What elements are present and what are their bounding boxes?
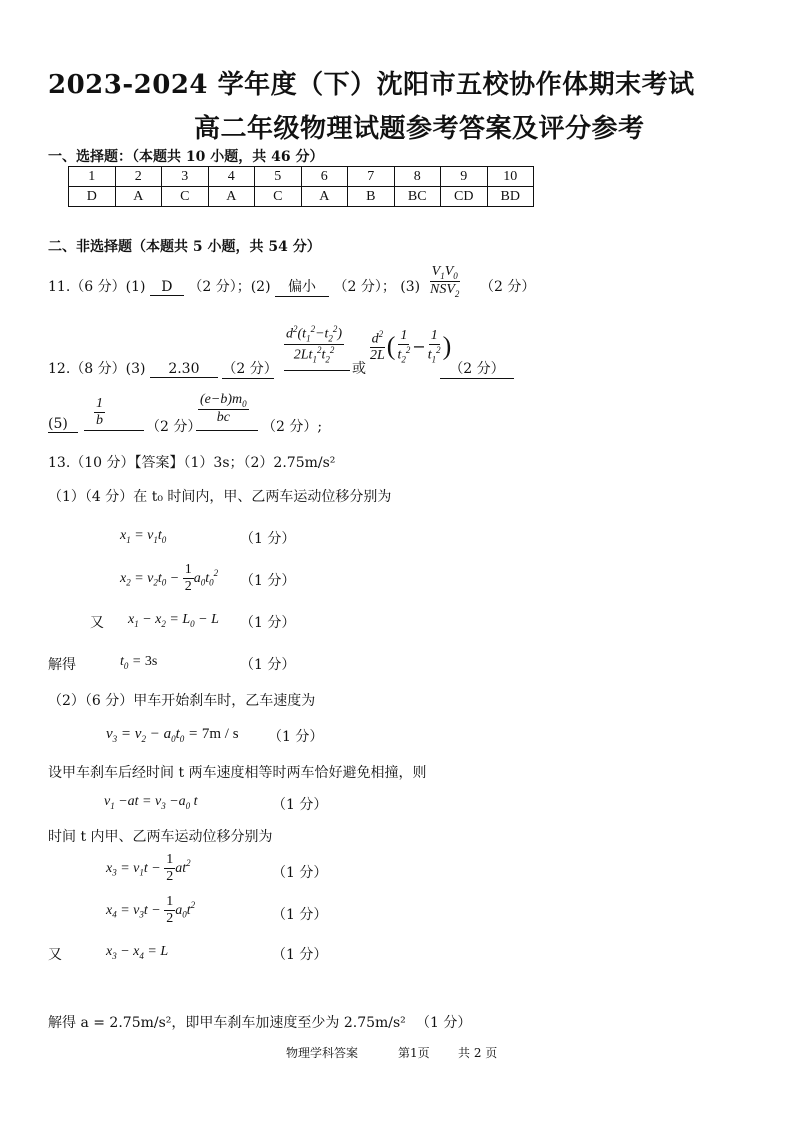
- q13-part2-text2: 设甲车刹车后经时间 t 两车速度相等时两车恰好避免相撞，则: [48, 765, 427, 781]
- score-v3: （1 分）: [268, 729, 324, 745]
- q13-conclusion: 解得 a = 2.75m/s²，即甲车刹车加速度至少为 2.75m/s²: [48, 1015, 406, 1031]
- footer-total: 共 2 页: [458, 1046, 498, 1060]
- label-you-1: 又: [90, 615, 104, 631]
- equation-x3-minus-x4: $x_3 - x_4 = L$: [106, 944, 169, 961]
- table-cell: BC: [394, 187, 441, 207]
- equation-velocity-equal: $v_1 -at = v_3 -a_0$ t: [104, 794, 198, 811]
- q12-score2: （2 分）: [440, 358, 514, 379]
- table-cell: 2: [115, 167, 162, 187]
- score-x3x4: （1 分）: [272, 947, 328, 963]
- q12-score3: （2 分）: [146, 419, 202, 435]
- q11-formula: $\frac{V_1V_0}{NSV_2}$: [430, 264, 460, 299]
- q12-formula3: $\frac{1}{b}$: [84, 396, 144, 431]
- footer-subject: 物理学科答案: [286, 1046, 359, 1060]
- table-cell: A: [115, 187, 162, 207]
- q13-part1-intro: （1）（4 分）在 t₀ 时间内，甲、乙两车运动位移分别为: [48, 489, 392, 505]
- equation-x1-minus-x2: $x_1 - x_2 = L_0 - L$: [128, 612, 219, 629]
- table-cell: 4: [208, 167, 255, 187]
- table-cell: CD: [441, 187, 488, 207]
- score-velocity-equal: （1 分）: [272, 797, 328, 813]
- score-x1x2: （1 分）: [240, 615, 296, 631]
- equation-x1: $x_1 = v_1t_0$: [120, 528, 167, 545]
- score-x4: （1 分）: [272, 907, 328, 923]
- label-you-2: 又: [48, 947, 62, 963]
- q12-part5: (5): [48, 416, 78, 433]
- section1-heading: 一、选择题：（本题共 10 小题，共 46 分）: [48, 149, 324, 165]
- q11-prefix: 11.（6 分）(1): [48, 279, 146, 295]
- table-cell: 3: [162, 167, 209, 187]
- page-title-line1: 2023-2024 学年度（下）沈阳市五校协作体期末考试: [48, 70, 695, 100]
- score-conclusion: （1 分）: [416, 1015, 472, 1031]
- table-cell: 7: [348, 167, 395, 187]
- table-cell: C: [255, 187, 302, 207]
- q12-formula4: $\frac{(e-b)m_0}{bc}$: [196, 392, 258, 431]
- equation-x4: $x_4 = v_3t$ − $\frac{1}{2}$ $a_0t^2$: [106, 894, 196, 927]
- table-cell: B: [348, 187, 395, 207]
- label-jiede-1: 解得: [48, 657, 76, 673]
- answer-table-numbers: [69, 167, 534, 187]
- q13-part2-intro: （2）（6 分）甲车开始刹车时，乙车速度为: [48, 693, 316, 709]
- q12-score1: （2 分）: [222, 358, 274, 379]
- table-cell: A: [208, 187, 255, 207]
- q12-prefix: 12.（8 分）(3): [48, 361, 146, 377]
- equation-x2: $x_2 = v_2t_0$ − $\frac{1}{2}$ $a_0t_0^2$: [120, 562, 219, 595]
- table-cell: 5: [255, 167, 302, 187]
- equation-v3: $v_3 = v_2 - a_0t_0 = 7m / s$: [106, 726, 239, 744]
- table-cell: 1: [69, 167, 116, 187]
- q13-part2-text3: 时间 t 内甲、乙两车运动位移分别为: [48, 829, 273, 845]
- equation-t0: $t_0 = 3s$: [120, 654, 158, 671]
- q11-line: [48, 276, 420, 297]
- footer-page: 第1页: [398, 1046, 430, 1060]
- equation-x3: $x_3 = v_1t$ − $\frac{1}{2}$ $at^2$: [106, 852, 191, 885]
- q12-formula1: $\frac{d^2(t_1^2-t_2^2)}{2Lt_1^2t_2^2}$: [284, 324, 350, 371]
- q11-score3: （2 分）: [480, 279, 536, 295]
- section2-heading: 二、非选择题（本题共 5 小题，共 54 分）: [48, 239, 321, 255]
- table-cell: 9: [441, 167, 488, 187]
- page-title-line2: 高二年级物理试题参考答案及评分参考: [194, 114, 645, 144]
- table-cell: D: [69, 187, 116, 207]
- answer-table-answers: [69, 187, 534, 207]
- q11-score1: （2 分）；(2): [188, 279, 271, 295]
- q11-answer2: 偏小: [275, 276, 329, 297]
- table-cell: 10: [487, 167, 534, 187]
- q12-formula2: $\frac{d^2}{2L}$ ( $\frac{1}{t_2^2}$ − $\frac{1}{t_1^2}$ ): [370, 328, 452, 365]
- score-x1: （1 分）: [240, 531, 296, 547]
- table-cell: A: [301, 187, 348, 207]
- q12-or: 或: [352, 361, 366, 377]
- q12-answer1: 2.30: [150, 361, 218, 378]
- q11-answer1: D: [150, 279, 184, 296]
- score-x3: （1 分）: [272, 865, 328, 881]
- score-x2: （1 分）: [240, 573, 296, 589]
- q12-score4: （2 分）;: [262, 419, 323, 435]
- table-cell: BD: [487, 187, 534, 207]
- table-cell: 6: [301, 167, 348, 187]
- q13-heading: 13.（10 分）【答案】（1）3s；（2）2.75m/s²: [48, 455, 336, 471]
- score-t0: （1 分）: [240, 657, 296, 673]
- answer-table: [68, 166, 534, 207]
- q12-line: [48, 358, 278, 379]
- q11-score2: （2 分）； (3): [333, 279, 421, 295]
- table-cell: 8: [394, 167, 441, 187]
- table-cell: C: [162, 187, 209, 207]
